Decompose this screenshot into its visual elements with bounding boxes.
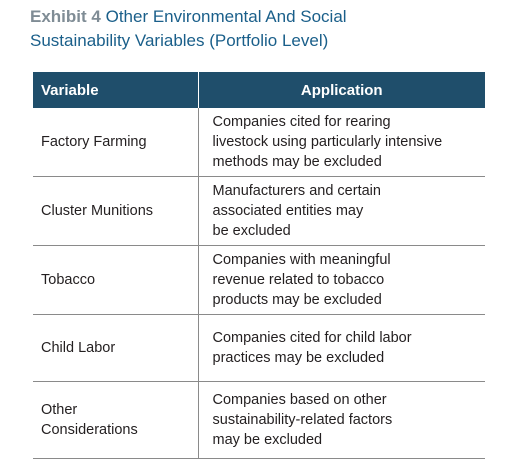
table-row <box>33 246 485 315</box>
application-cell <box>198 246 485 315</box>
table-row <box>33 382 485 459</box>
variable-line: Tobacco <box>41 272 96 288</box>
table-header-row <box>33 72 485 108</box>
application-line: Companies with meaningful <box>212 252 391 268</box>
exhibit-title <box>30 5 490 53</box>
variable-cell <box>33 315 198 382</box>
variable-line: Cluster Munitions <box>41 203 154 219</box>
exhibit-title-line-2: Sustainability Variables (Portfolio Level) <box>30 31 329 50</box>
sustainability-variables-table <box>33 72 485 459</box>
application-cell <box>198 177 485 246</box>
application-cell <box>198 382 485 459</box>
variable-line: Factory Farming <box>41 134 147 150</box>
application-line: be excluded <box>212 223 291 239</box>
exhibit-title-line-1: Other Environmental And Social <box>105 7 347 26</box>
application-line: may be excluded <box>212 432 323 448</box>
application-cell <box>198 315 485 382</box>
variable-cell <box>33 382 198 459</box>
column-header-application: Application <box>198 72 485 108</box>
application-line: Manufacturers and certain <box>212 183 381 199</box>
variable-cell <box>33 108 198 177</box>
application-line: practices may be excluded <box>212 350 385 366</box>
variable-line: Considerations <box>41 422 138 438</box>
application-line: Companies cited for rearing <box>212 114 391 130</box>
variable-line: Other <box>41 402 78 418</box>
application-line: Companies cited for child labor <box>212 330 412 346</box>
application-line: methods may be excluded <box>212 154 382 170</box>
column-header-variable: Variable <box>33 72 198 108</box>
application-line: products may be excluded <box>212 292 382 308</box>
application-line: livestock using particularly intensive <box>212 134 443 150</box>
variable-cell <box>33 246 198 315</box>
table-row <box>33 315 485 382</box>
application-line: associated entities may <box>212 203 364 219</box>
application-cell <box>198 108 485 177</box>
variable-cell <box>33 177 198 246</box>
table-row <box>33 177 485 246</box>
exhibit-label: Exhibit 4 <box>30 7 101 26</box>
variable-line: Child Labor <box>41 340 116 356</box>
application-line: Companies based on other <box>212 392 387 408</box>
application-line: sustainability-related factors <box>212 412 393 428</box>
application-line: revenue related to tobacco <box>212 272 385 288</box>
table-row <box>33 108 485 177</box>
